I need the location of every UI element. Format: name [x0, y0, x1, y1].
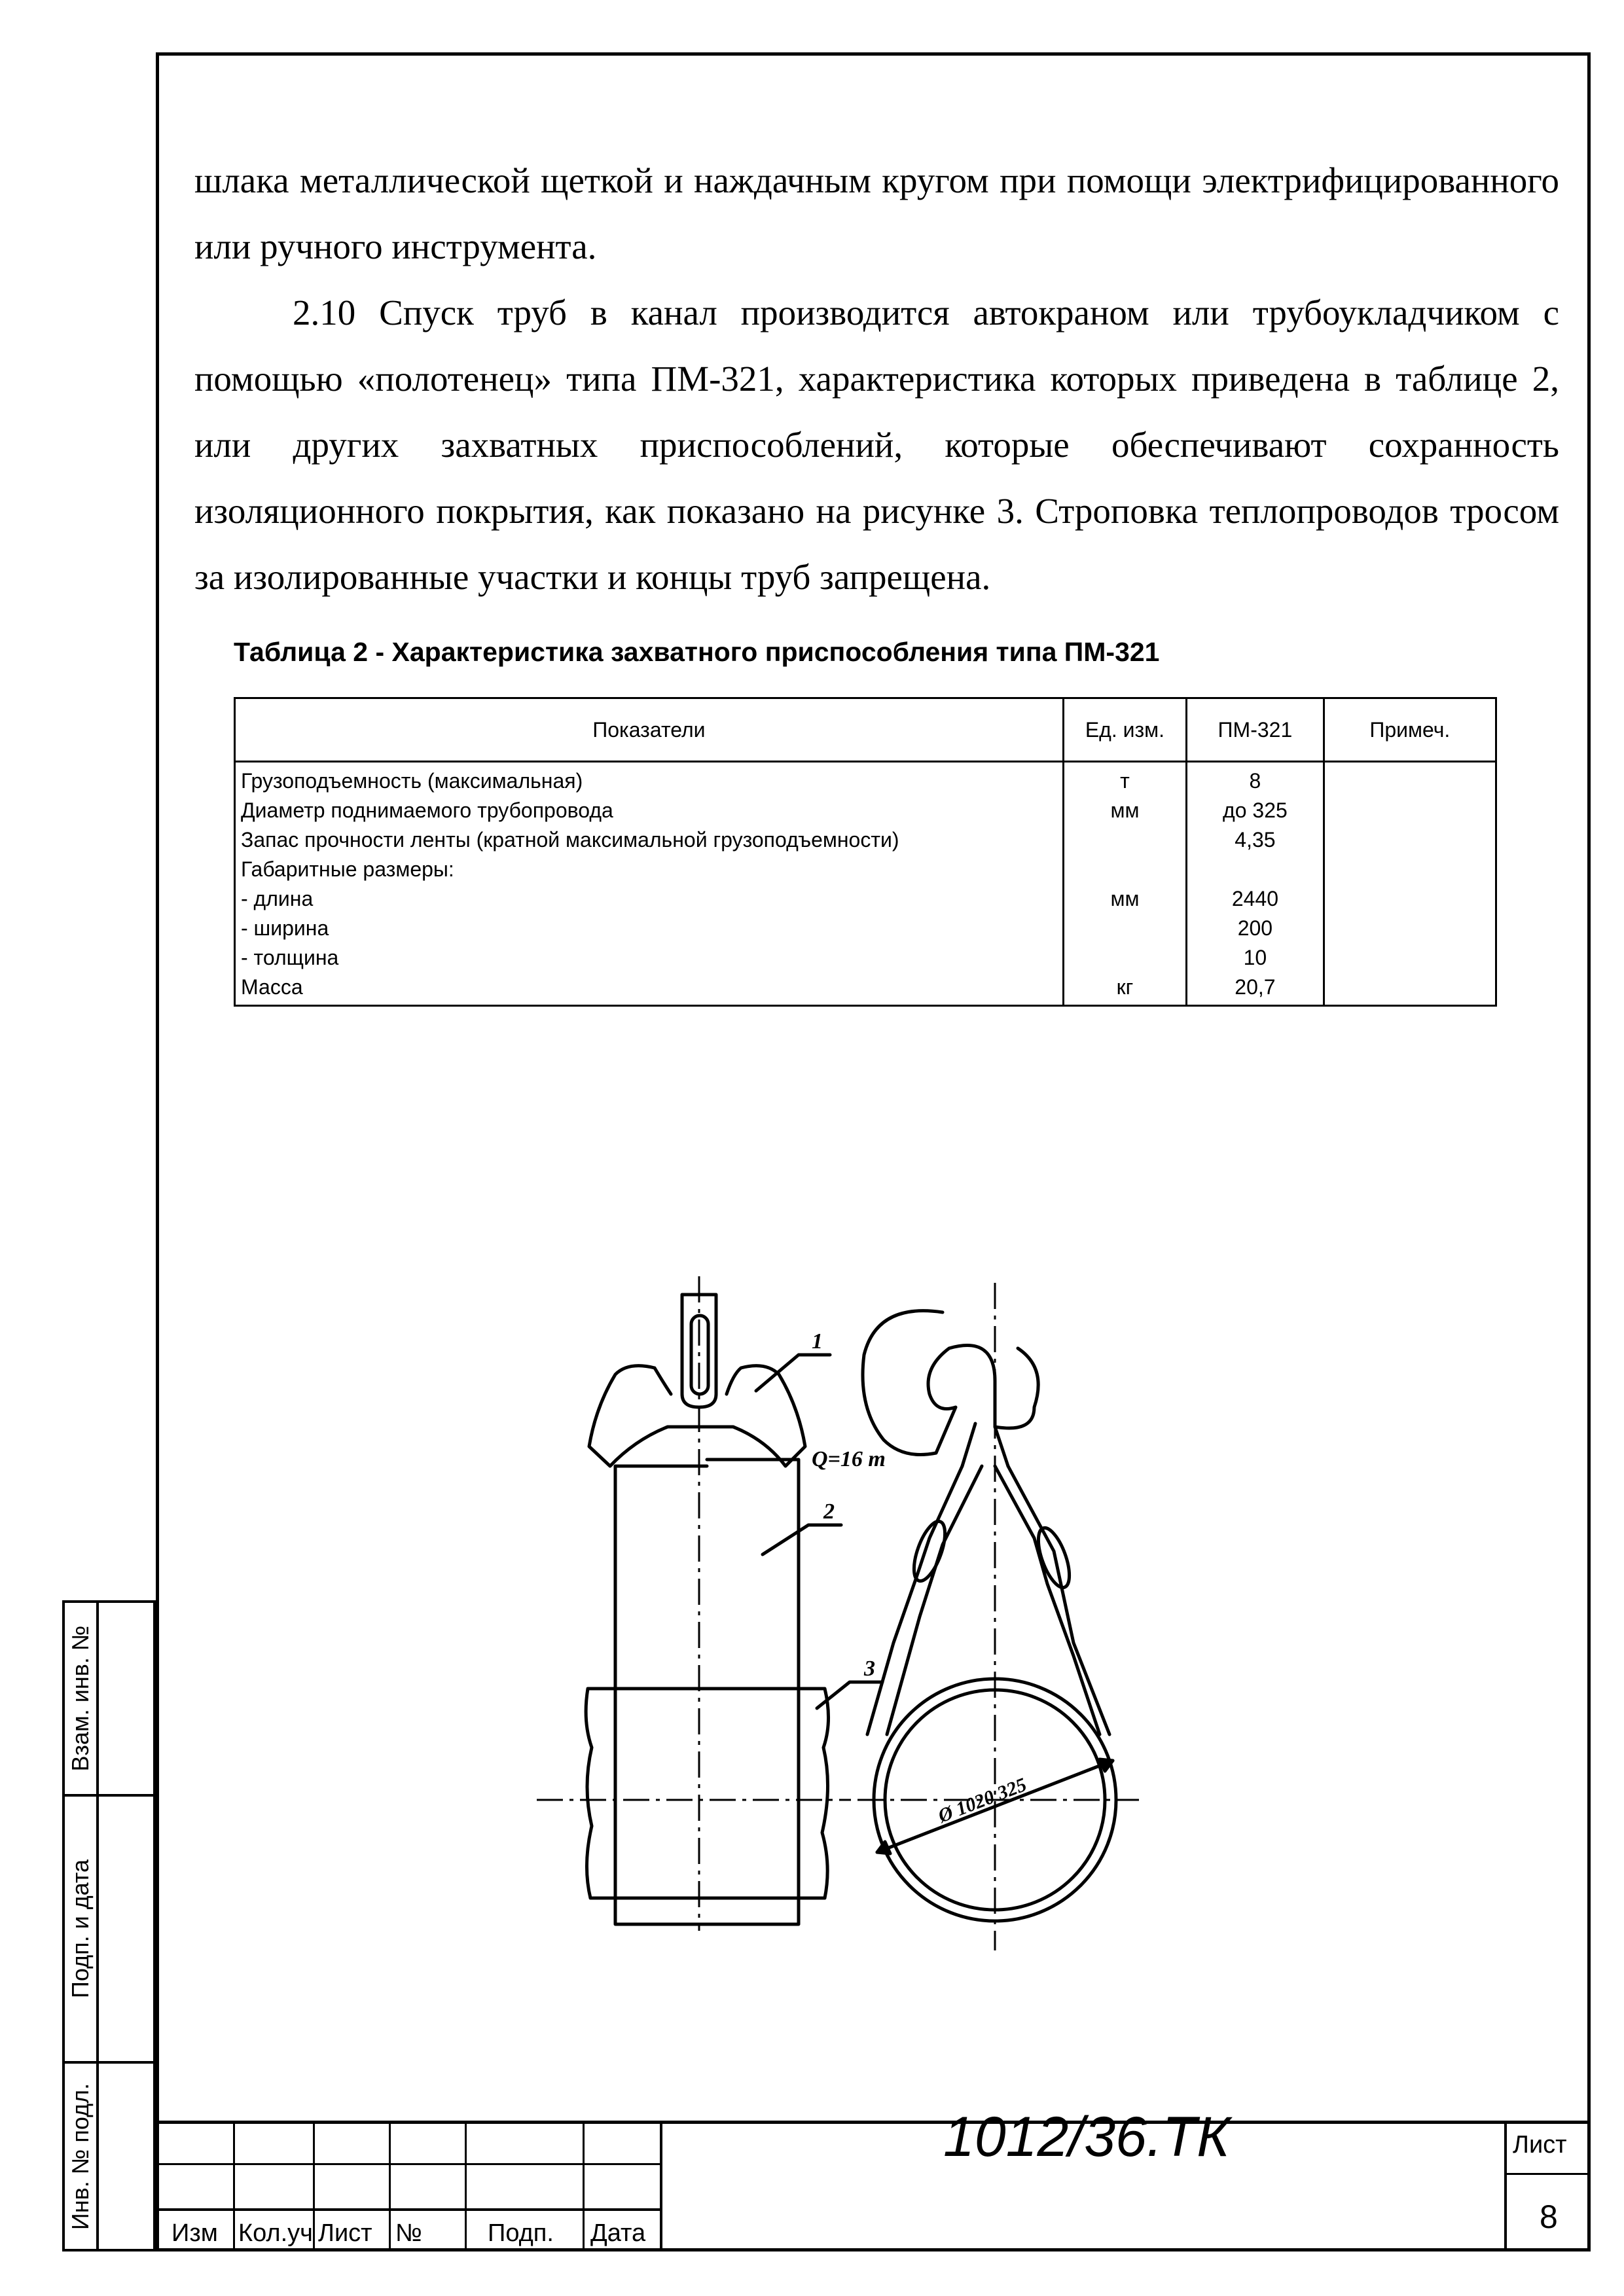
- stamp-signature-date: [62, 1794, 156, 2064]
- header-note: Примеч.: [1324, 698, 1496, 762]
- indicator-cell: Диаметр поднимаемого трубопровода: [241, 798, 613, 822]
- unit-cell: т: [1120, 769, 1130, 793]
- value-cell: до 325: [1223, 798, 1288, 822]
- document-code: 1012/36.ТК: [943, 2106, 1230, 2168]
- stamp-label: Взам. инв. №: [67, 1625, 94, 1772]
- table-header-row: [235, 698, 1496, 762]
- sling-right: [995, 1466, 1100, 1734]
- lifting-towel-figure: [537, 1276, 1244, 1957]
- unit-cell: кг: [1116, 975, 1134, 999]
- load-label: Q=16 т: [812, 1447, 886, 1471]
- header-model: ПМ-321: [1187, 698, 1324, 762]
- indicator-cell: - толщина: [241, 946, 339, 969]
- value-cell: 20,7: [1235, 975, 1276, 999]
- stamp-original-inv: [62, 2061, 156, 2251]
- table-caption: Таблица 2 - Характеристика захватного приспособления типа ПМ-321: [234, 637, 1160, 667]
- indicator-cell: Масса: [241, 975, 303, 999]
- stamp-replacement-inv: [62, 1600, 156, 1797]
- col-date: Дата: [590, 2219, 646, 2247]
- value-cell: 2440: [1231, 887, 1278, 910]
- value-cell: 4,35: [1235, 828, 1276, 852]
- indicator-column: [235, 762, 1064, 1006]
- header-indicators: Показатели: [235, 698, 1064, 762]
- callout-1: 1: [812, 1329, 823, 1354]
- value-cell: 8: [1249, 769, 1261, 793]
- paragraph-1: шлака металлической щеткой и наждачным кругом при помощи электрифицированного или ручного инструмента.: [194, 160, 1559, 266]
- unit-cell: [1070, 914, 1180, 943]
- indicator-cell: Габаритные размеры:: [241, 857, 454, 881]
- sheet-number: 8: [1540, 2198, 1558, 2235]
- crane-hook: [863, 1311, 1038, 1455]
- sling-left: [867, 1466, 962, 1734]
- sling-clamp-left: [908, 1518, 952, 1585]
- callout-leader-1: [756, 1355, 830, 1391]
- pipe-body: [615, 1460, 799, 1924]
- col-number: №: [395, 2219, 422, 2247]
- callout-leader-2: [763, 1525, 841, 1554]
- col-signature: Подп.: [488, 2219, 554, 2247]
- characteristics-table: [234, 697, 1497, 1007]
- value-cell: 10: [1243, 946, 1267, 969]
- callout-3: 3: [864, 1657, 875, 1681]
- indicator-cell: Запас прочности ленты (кратной максимальной грузоподъемности): [241, 828, 899, 852]
- col-sheet: Лист: [318, 2219, 372, 2247]
- header-unit: Ед. изм.: [1063, 698, 1186, 762]
- value-cell: 200: [1237, 916, 1273, 940]
- value-cell: [1193, 855, 1318, 884]
- clamp-body: [589, 1366, 805, 1466]
- sheet-label: Лист: [1513, 2131, 1567, 2159]
- unit-cell: [1070, 943, 1180, 973]
- unit-cell: мм: [1110, 887, 1140, 910]
- diameter-label: Ø 1020 325: [935, 1773, 1030, 1827]
- unit-cell: мм: [1110, 798, 1140, 822]
- body-text: [194, 147, 1559, 610]
- indicator-cell: - ширина: [241, 916, 329, 940]
- paragraph-2: 2.10 Спуск труб в канал производится автокраном или трубоукладчиком с помощью «полотенец» типа ПМ-321, характеристика которых приведена в таблице 2, или других захватных приспособлений, которые обеспечивают сохранность изоляционного покрытия, как показано на рисунке 3. Строповка теплопроводов тросом за изолированные участки и концы труб запрещена.: [194, 293, 1559, 597]
- callout-2: 2: [823, 1499, 835, 1524]
- col-count: Кол.уч: [238, 2219, 313, 2247]
- value-column: [1187, 762, 1324, 1006]
- pipe-insulation: [586, 1689, 828, 1898]
- indicator-cell: Грузоподъемность (максимальная): [241, 769, 583, 793]
- stamp-label: Инв. № подл.: [67, 2083, 94, 2230]
- unit-cell: [1070, 855, 1180, 884]
- unit-cell: [1070, 825, 1180, 855]
- col-change: Изм: [171, 2219, 218, 2247]
- stamp-label: Подп. и дата: [67, 1859, 94, 1999]
- indicator-cell: - длина: [241, 887, 314, 910]
- unit-column: [1063, 762, 1186, 1006]
- note-column: [1324, 762, 1496, 1006]
- table-body-row: [235, 762, 1496, 1006]
